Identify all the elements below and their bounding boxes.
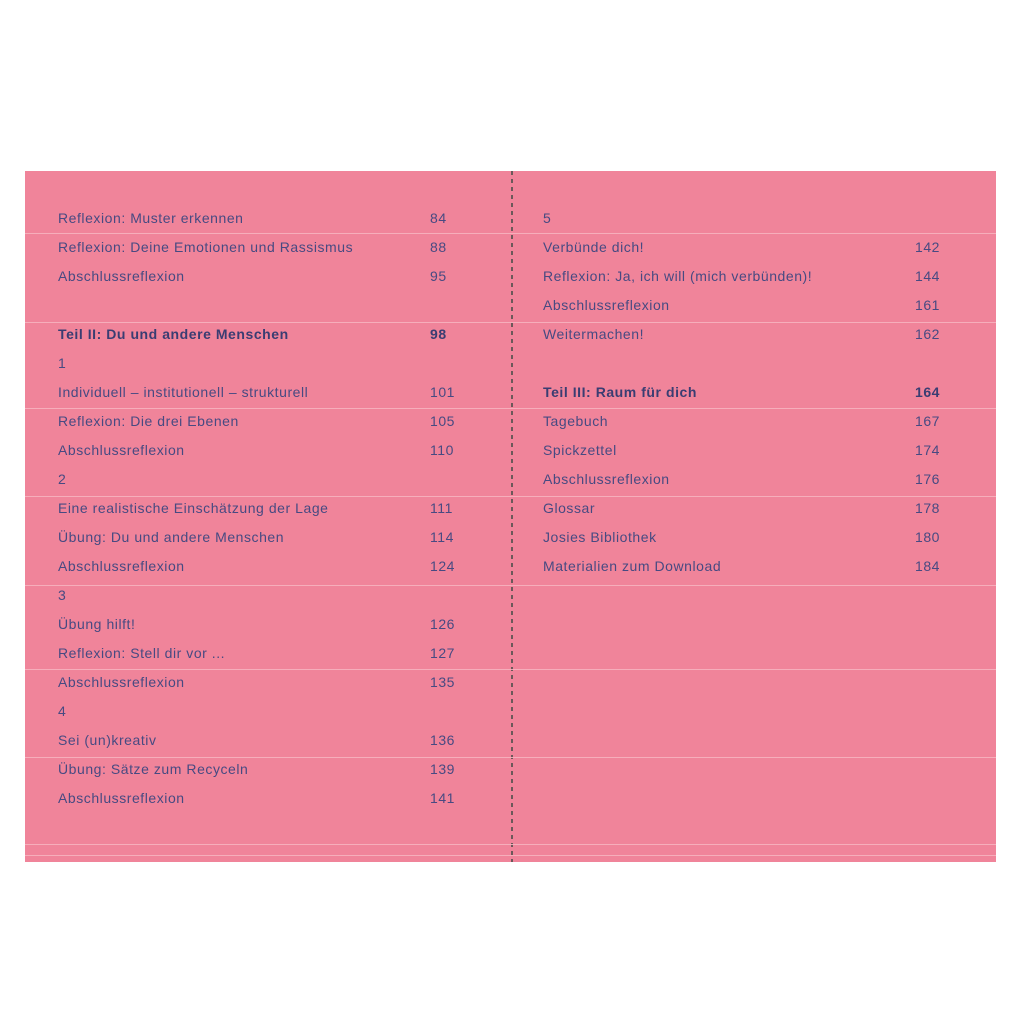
row-separator-line [25,322,996,323]
toc-entry-page: 105 [430,413,456,429]
row-separator-line [25,669,996,670]
row-separator-line [25,408,996,409]
toc-entry-label: Abschlussreflexion [543,297,670,313]
toc-entry-label: Eine realistische Einschätzung der Lage [58,500,329,516]
toc-entry-page: 98 [430,326,447,342]
toc-entry-label: Spickzettel [543,442,617,458]
toc-row [25,441,996,459]
toc-row [25,557,996,575]
row-separator-line [25,757,996,758]
toc-entry-label: Übung hilft! [58,616,136,632]
toc-row [25,470,996,488]
toc-entry-label: Weitermachen! [543,326,645,342]
toc-entry-label: Josies Bibliothek [543,529,657,545]
toc-entry-label: Abschlussreflexion [543,471,670,487]
toc-column-right [25,171,996,862]
toc-row [25,354,996,372]
toc-entry-page: 142 [915,239,941,255]
toc-entry-page: 126 [430,616,456,632]
row-separator-line [25,844,996,845]
toc-entry-page: 174 [915,442,941,458]
toc-entry-page: 162 [915,326,941,342]
toc-entry-page: 95 [430,268,447,284]
toc-section-heading-row [25,383,996,401]
toc-entry-page: 180 [915,529,941,545]
row-separator-line [25,496,996,497]
toc-entry-page: 124 [430,558,456,574]
toc-entry-label: 1 [58,355,67,371]
toc-entry-label: Reflexion: Die drei Ebenen [58,413,239,429]
toc-entry-label: Tagebuch [543,413,609,429]
toc-entry-label: 4 [58,703,67,719]
toc-entry-label: Übung: Du und andere Menschen [58,529,285,545]
toc-entry-page: 184 [915,558,941,574]
toc-entry-label: Reflexion: Stell dir vor ... [58,645,226,661]
toc-row [25,209,996,227]
toc-row [25,325,996,343]
toc-entry-page: 144 [915,268,941,284]
toc-entry-page: 178 [915,500,941,516]
toc-entry-page: 114 [430,529,454,545]
row-separator-line [25,585,996,586]
toc-entry-label: Individuell – institutionell – strukturell [58,384,309,400]
toc-row [25,267,996,285]
toc-entry-label: 3 [58,587,67,603]
toc-entry-page: 101 [430,384,456,400]
toc-entry-label: Teil II: Du und andere Menschen [58,326,289,342]
toc-entry-page: 167 [915,413,941,429]
toc-entry-label: Reflexion: Ja, ich will (mich verbünden)! [543,268,813,284]
row-separator-line [25,855,996,856]
toc-entry-label: Teil III: Raum für dich [543,384,697,400]
toc-entry-page: 111 [430,500,453,516]
toc-row [25,528,996,546]
toc-entry-page: 84 [430,210,447,226]
toc-entry-label: Abschlussreflexion [58,268,185,284]
toc-entry-label: Abschlussreflexion [58,558,185,574]
toc-row [25,499,996,517]
toc-entry-label: Glossar [543,500,596,516]
toc-entry-page: 161 [915,297,941,313]
toc-entry-label: 2 [58,471,67,487]
toc-entry-page: 127 [430,645,456,661]
toc-entry-page: 176 [915,471,941,487]
toc-entry-label: Abschlussreflexion [58,790,185,806]
toc-entry-label: Reflexion: Deine Emotionen und Rassismus [58,239,354,255]
toc-entry-label: Abschlussreflexion [58,442,185,458]
toc-row [25,412,996,430]
toc-entry-label: Abschlussreflexion [58,674,185,690]
toc-entry-label: Sei (un)kreativ [58,732,157,748]
toc-entry-label: 5 [543,210,552,226]
toc-entry-label: Übung: Sätze zum Recyceln [58,761,249,777]
toc-entry-label: Verbünde dich! [543,239,645,255]
toc-panel [25,171,996,862]
row-separator-line [25,233,996,234]
toc-row [25,238,996,256]
toc-entry-page: 136 [430,732,456,748]
toc-entry-page: 88 [430,239,447,255]
toc-entry-page: 139 [430,761,456,777]
toc-entry-page: 110 [430,442,454,458]
toc-row [25,296,996,314]
toc-entry-label: Materialien zum Download [543,558,722,574]
toc-entry-page: 135 [430,674,456,690]
toc-entry-page: 141 [430,790,456,806]
toc-entry-page: 164 [915,384,941,400]
toc-entry-label: Reflexion: Muster erkennen [58,210,244,226]
